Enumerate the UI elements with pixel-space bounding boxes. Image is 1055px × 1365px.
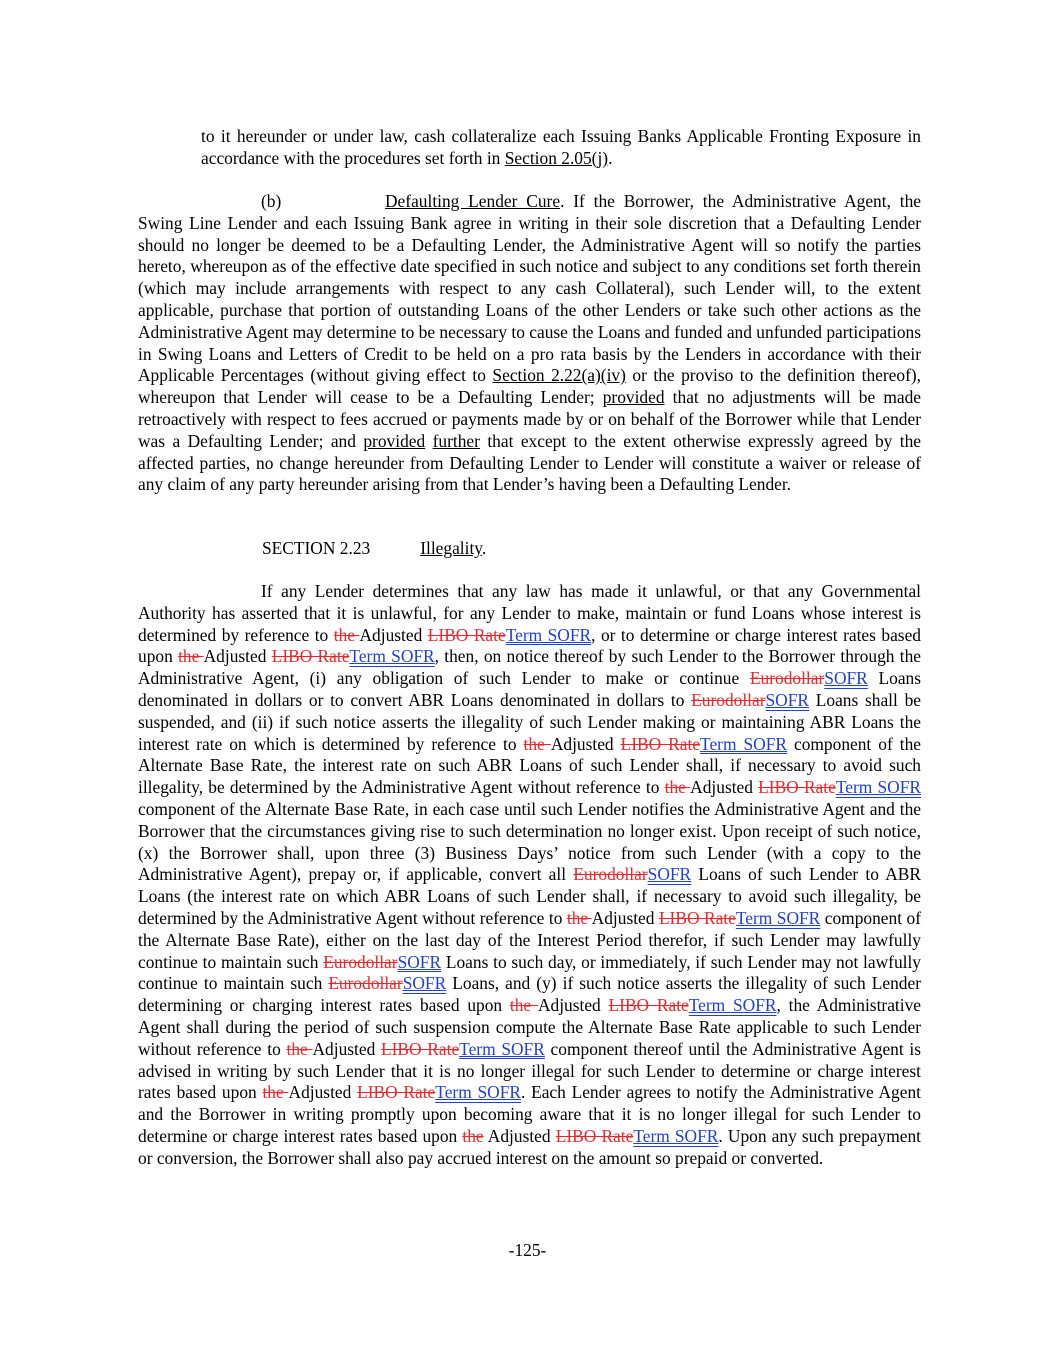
- section-title: Illegality: [420, 538, 482, 558]
- inserted-text: Term SOFR: [435, 1082, 521, 1103]
- deleted-text: the: [262, 1082, 289, 1103]
- deleted-text: LIBO Rate: [271, 646, 350, 667]
- deleted-text: the: [286, 1038, 313, 1059]
- body-text: Adjusted: [483, 1125, 556, 1146]
- deleted-text: LIBO Rate: [608, 995, 689, 1016]
- provided-term: provided: [602, 387, 665, 408]
- section-number: SECTION 2.23: [262, 538, 371, 558]
- deleted-text: LIBO Rate: [555, 1125, 634, 1146]
- section-reference-2-05j: Section 2.05(j): [504, 147, 609, 168]
- deleted-text: LIBO Rate: [381, 1038, 460, 1059]
- body-text: Adjusted: [550, 733, 621, 754]
- inserted-text: SOFR: [824, 668, 868, 689]
- inserted-text: Term SOFR: [688, 995, 777, 1016]
- body-text: Loans of such Lender to ABR Loans (the interest rate on which ABR Loans of such Lender shall, if necessary to avoid such illegality, be determined by the Administrative Agent without reference to: [138, 864, 921, 928]
- body-text: . Upon any such prepayment or conversion, the Borrower shall also pay accrued interest on the amount so prepaid or converted.: [138, 1125, 922, 1168]
- body-text: , the Administrative Agent shall during the period of such suspension compute the Alternate Base Rate applicable to such Lender without reference to: [138, 995, 921, 1059]
- deleted-text: Eurodollar: [749, 668, 825, 689]
- inserted-text: SOFR: [397, 951, 442, 972]
- body-text: Adjusted: [288, 1082, 358, 1103]
- inserted-text: Term SOFR: [459, 1038, 545, 1059]
- deleted-text: the: [523, 733, 551, 754]
- deleted-text: Eurodollar: [691, 689, 766, 710]
- intro-paragraph: [201, 126, 921, 170]
- illegality-paragraph: [138, 581, 921, 1170]
- deleted-text: the: [664, 777, 691, 798]
- body-text: component thereof until the Administrative Agent is advised in writing by such Lender that it is no longer illegal for such Lender to determine or charge interest rates based upon: [138, 1038, 922, 1103]
- clause-text-4: that except to the extent otherwise expressly agreed by the affected parties, no change hereunder from Defaulting Lender to Lender will constitute a waiver or release of any claim of any party hereunder arising from that Lender’s having been a Defaulting Lender.: [138, 430, 921, 495]
- body-text: If any Lender determines that any law has made it unlawful, or that any Governmental Authority has asserted that it is unlawful, for any Lender to make, maintain or fund Loans whose interest is determined by reference to: [138, 581, 921, 645]
- body-text: Adjusted: [591, 907, 659, 928]
- intro-text-end: .: [608, 147, 613, 168]
- inserted-text: Term SOFR: [700, 733, 787, 754]
- body-text: Loans denominated in dollars or to convert ABR Loans denominated in dollars to: [138, 668, 922, 710]
- inserted-text: SOFR: [402, 973, 447, 994]
- body-text: Loans, and (y) if such notice asserts the illegality of such Lender determining or charging interest rates based upon: [138, 973, 921, 1016]
- clause-label-b: (b): [261, 191, 282, 211]
- body-text: Adjusted: [312, 1038, 382, 1059]
- deleted-text: the: [566, 907, 592, 928]
- clause-text-3: that no adjustments will be made retroactively with respect to fees accrued or payments made by or on behalf of the Borrower while that Lender was a Defaulting Lender; and: [138, 387, 921, 451]
- body-text: . Each Lender agrees to notify the Administrative Agent and the Borrower in writing promptly upon becoming aware that it is no longer illegal for such Lender to determine or charge interest rates based upon: [138, 1082, 921, 1146]
- body-text: Adjusted: [359, 624, 428, 645]
- deleted-text: LIBO Rate: [758, 777, 836, 798]
- deleted-text: LIBO Rate: [658, 907, 736, 928]
- body-text: Adjusted: [537, 995, 609, 1016]
- further-term: further: [432, 430, 480, 451]
- section-title-period: .: [481, 538, 487, 558]
- inserted-text: Term SOFR: [735, 907, 821, 928]
- deleted-text: Eurodollar: [323, 951, 398, 972]
- page-number: -125-: [508, 1240, 547, 1260]
- clause-text-1: . If the Borrower, the Administrative Agent, the Swing Line Lender and each Issuing Bank agree in writing in their sole discretion that a Defaulting Lender should no longer be deemed to be a Defaulting Lender, the Administrative Agent will so notify the parties hereto, whereupon as of the effective date specified in such notice and subject to any conditions set forth therein (which may include arrangements with respect to any cash Collateral), such Lender will, to the extent applicable, purchase that portion of outstanding Loans of the other Lenders or take such other actions as the Administrative Agent may determine to be necessary to cause the Loans and funded and unfunded participations in Swing Loans and Letters of Credit to be held on a pro rata basis by the Lenders in accordance with their Applicable Percentages (without giving effect to: [138, 191, 921, 386]
- inserted-text: SOFR: [765, 689, 810, 710]
- inserted-text: Term SOFR: [633, 1125, 719, 1146]
- provided-term: provided: [363, 430, 426, 451]
- defaulting-lender-cure-paragraph: [138, 191, 921, 496]
- body-text: Adjusted: [690, 777, 759, 798]
- deleted-text: the: [333, 624, 360, 645]
- body-text: component of the Alternate Base Rate), either on the last day of the Interest Period therefor, if such Lender may lawfully continue to maintain such: [138, 907, 921, 972]
- intro-text: to it hereunder or under law, cash collateralize each Issuing Banks Applicable Fronting Exposure in accordance with the procedures set forth in: [201, 126, 921, 168]
- body-text: , then, on notice thereof by such Lender to the Borrower through the Administrative Agent, (i) any obligation of such Lender to make or continue: [138, 646, 921, 689]
- inserted-text: SOFR: [647, 864, 692, 885]
- body-text: Adjusted: [203, 646, 272, 667]
- inserted-text: Term SOFR: [835, 777, 921, 798]
- deleted-text: the: [509, 995, 538, 1016]
- body-text: component of the Alternate Base Rate, the interest rate on such ABR Loans of such Lender shall, if necessary to avoid such illegality, be determined by the Administrative Agent without reference to: [138, 733, 921, 798]
- clause-heading: Defaulting Lender Cure: [385, 191, 561, 211]
- clause-text-2: or the proviso to the definition thereof), whereupon that Lender will cease to be a Defaulting Lender;: [138, 365, 921, 408]
- deleted-text: LIBO Rate: [357, 1082, 436, 1103]
- section-heading: [262, 538, 486, 560]
- body-text: Loans to such day, or immediately, if such Lender may not lawfully continue to maintain such: [138, 951, 921, 994]
- clause-label-wrapper: [138, 191, 385, 213]
- deleted-text: Eurodollar: [573, 864, 648, 885]
- inserted-text: Term SOFR: [505, 624, 592, 645]
- deleted-text: LIBO Rate: [427, 624, 506, 645]
- deleted-text: the: [178, 646, 204, 667]
- body-text: Loans shall be suspended, and (ii) if such notice asserts the illegality of such Lender making or maintaining ABR Loans the interest rate on which is determined by reference to: [138, 689, 921, 754]
- deleted-text: the: [462, 1125, 484, 1146]
- inserted-text: Term SOFR: [349, 646, 435, 667]
- section-reference-2-22: Section 2.22(a)(iv): [492, 365, 626, 386]
- body-text: , or to determine or charge interest rates based upon: [138, 624, 921, 667]
- body-text: component of the Alternate Base Rate, in each case until such Lender notifies the Administrative Agent and the Borrower that the circumstances giving rise to such determination no longer exist. Upon receipt of such notice, (x) the Borrower shall, upon three (3) Business Days’ notice from such Lender (with a copy to the Administrative Agent), prepay or, if applicable, convert all: [138, 798, 921, 885]
- deleted-text: Eurodollar: [328, 973, 403, 994]
- deleted-text: LIBO Rate: [620, 733, 701, 754]
